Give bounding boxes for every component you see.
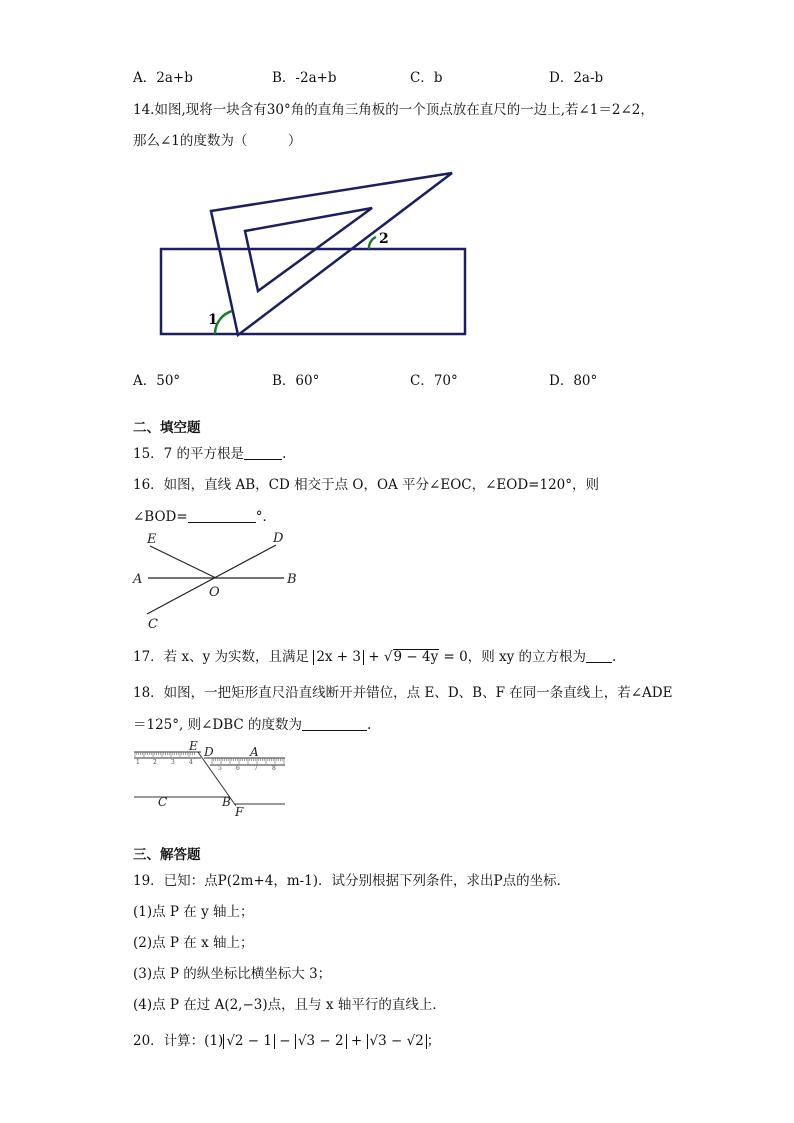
angle-1-label: 1 — [208, 312, 218, 328]
svg-text:D: D — [204, 745, 214, 759]
q20: 20．计算：(1) √2 − 1 − √3 − 2 + √3 − √2 ； — [133, 1033, 441, 1049]
q19-item-1: (1)点 P 在 y 轴上； — [133, 904, 254, 920]
svg-text:A: A — [133, 572, 143, 587]
q13-option-c: C．b — [410, 70, 443, 86]
q18-answer-blank[interactable] — [302, 716, 367, 731]
q20-term-2: √3 − 2 — [295, 1034, 347, 1049]
q19-item-3: (3)点 P 的纵坐标比横坐标大 3； — [133, 966, 332, 982]
q14-stem-line1: 14.如图,现将一块含有30°角的直角三角板的一个顶点放在直尺的一边上,若∠1＝2∠2， — [133, 102, 654, 118]
q19-item-2: (2)点 P 在 x 轴上； — [133, 935, 254, 951]
q20-term-1: √2 − 1 — [223, 1034, 275, 1049]
angle-2-arc — [369, 237, 376, 249]
svg-text:C: C — [148, 617, 158, 632]
svg-text:E: E — [147, 532, 157, 547]
q14-option-d: D．80° — [549, 373, 598, 389]
svg-text:4: 4 — [189, 759, 193, 766]
svg-text:5: 5 — [218, 765, 222, 772]
svg-text:O: O — [209, 585, 220, 600]
svg-text:2: 2 — [153, 759, 157, 766]
angle-2-label: 2 — [379, 231, 389, 247]
q14-option-c: C．70° — [410, 373, 458, 389]
q18-stem-line2: ＝125°, 则∠DBC 的度数为 . — [133, 717, 372, 733]
q16-stem-line1: 16．如图，直线 AB，CD 相交于点 O，OA 平分∠EOC，∠EOD=120°，则 — [133, 477, 599, 493]
q17-sqrt-expr: 9 − 4y — [393, 649, 439, 665]
q14-option-b: B．60° — [272, 373, 320, 389]
svg-text:1: 1 — [136, 759, 140, 766]
q17: 17．若 x、y 为实数，且满足 2x + 3 + √9 − 4y = 0，则 xy 的立方根为 . — [133, 649, 617, 665]
section-fill-in-title: 二、填空题 — [133, 420, 201, 436]
q13-options — [133, 66, 733, 86]
q15-answer-blank[interactable] — [244, 445, 282, 460]
q17-answer-blank[interactable] — [586, 648, 612, 663]
svg-text:3: 3 — [171, 759, 175, 766]
section-solve-title: 三、解答题 — [133, 847, 201, 863]
q13-option-a: A．2a+b — [133, 70, 193, 86]
svg-text:C: C — [158, 795, 168, 809]
svg-text:E: E — [189, 739, 198, 753]
q18-figure — [130, 738, 290, 820]
q18-stem-line1: 18．如图，一把矩形直尺沿直线断开并错位，点 E、D、B、F 在同一条直线上，若∠ADE — [133, 685, 673, 701]
ruler-rect — [161, 249, 465, 334]
q14-figure — [150, 165, 480, 345]
q13-option-d: D．2a-b — [549, 70, 604, 86]
q17-abs-expr: 2x + 3 — [313, 650, 364, 665]
q13-option-b: B．-2a+b — [272, 70, 337, 86]
svg-text:B: B — [222, 795, 231, 809]
q16-stem-line2: ∠BOD= °． — [133, 509, 276, 525]
q20-term-3: √3 − √2 — [367, 1034, 427, 1049]
q19-stem: 19．已知：点P(2m+4，m-1)．试分别根据下列条件，求出P点的坐标． — [133, 873, 571, 889]
triangle-outer — [211, 173, 452, 335]
q16-figure — [130, 528, 305, 633]
svg-text:D: D — [273, 531, 284, 546]
q14-options — [133, 369, 733, 389]
q19-item-4: (4)点 P 在过 A(2,−3)点，且与 x 轴平行的直线上． — [133, 997, 446, 1013]
svg-text:7: 7 — [254, 765, 258, 772]
svg-text:8: 8 — [272, 765, 276, 772]
q14-option-a: A．50° — [133, 373, 181, 389]
svg-text:A: A — [250, 745, 259, 759]
q16-answer-blank[interactable] — [188, 508, 256, 523]
q14-stem-line2: 那么∠1的度数为（ ） — [133, 133, 302, 149]
svg-text:6: 6 — [236, 765, 240, 772]
svg-text:F: F — [235, 805, 244, 819]
svg-text:B: B — [287, 572, 297, 587]
q15: 15．7 的平方根是 . — [133, 446, 287, 462]
